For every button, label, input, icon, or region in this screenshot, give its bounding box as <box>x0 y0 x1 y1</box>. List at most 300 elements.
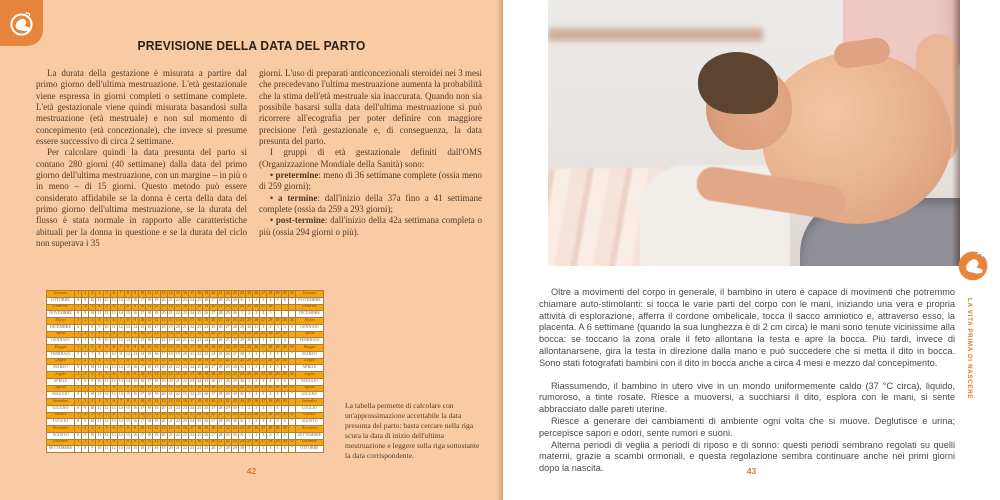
table-day-cell: 4 <box>96 439 103 446</box>
table-day-cell: 25 <box>246 426 253 433</box>
table-day-cell: 23 <box>231 372 238 379</box>
table-day-cell: 11 <box>146 372 153 379</box>
table-day-cell: 9 <box>82 311 89 318</box>
table-day-cell: 29 <box>274 345 281 352</box>
paragraph: La durata della gestazione è misurata a partire dal primo giorno dell'ultima mestruazione. L'età gestazionale viene espressa in giorni completi o settimane complete. L'età gestazionale viene quindi misurata basandosi sulla mestruazione (età mestruale) e non sul momento di concepimento (età concezionale), che invece si presume essere successivo di circa 2 settimane. <box>36 68 247 147</box>
table-day-cell: 23 <box>231 331 238 338</box>
table-day-cell: 9 <box>82 432 89 439</box>
table-day-cell: 19 <box>203 412 210 419</box>
table-day-cell: 23 <box>203 351 210 358</box>
table-day-cell: 15 <box>139 324 146 331</box>
table-day-cell: 3 <box>89 426 96 433</box>
table-day-cell: 21 <box>167 365 174 372</box>
table-row <box>47 311 324 318</box>
table-day-cell: 28 <box>217 419 224 426</box>
table-day-cell: 24 <box>203 324 210 331</box>
table-day-cell: 3 <box>260 419 267 426</box>
table-day-cell: 27 <box>260 426 267 433</box>
table-day-cell: 6 <box>110 345 117 352</box>
table-day-cell: 11 <box>96 405 103 412</box>
table-day-cell: 7 <box>288 392 295 399</box>
table-day-cell: 25 <box>196 392 203 399</box>
table-day-cell: 26 <box>253 318 260 325</box>
table-day-cell: 28 <box>267 358 274 365</box>
table-day-cell: 8 <box>96 351 103 358</box>
table-day-cell: 16 <box>132 419 139 426</box>
table-day-cell: 18 <box>146 432 153 439</box>
table-day-cell: 19 <box>203 318 210 325</box>
table-day-cell: 25 <box>196 405 203 412</box>
table-day-cell: 3 <box>89 399 96 406</box>
table-day-cell: 10 <box>139 439 146 446</box>
table-day-cell: 8 <box>82 446 89 453</box>
table-day-cell: 18 <box>146 405 153 412</box>
table-day-cell: 6 <box>110 304 117 311</box>
table-day-cell: 21 <box>217 372 224 379</box>
table-day-cell: 20 <box>210 439 217 446</box>
table-day-cell: 16 <box>139 446 146 453</box>
table-day-cell: 24 <box>238 318 245 325</box>
table-day-cell: 2 <box>253 432 260 439</box>
table-day-cell: 23 <box>189 378 196 385</box>
table-day-cell: 22 <box>224 385 231 392</box>
table-day-cell: 2 <box>253 365 260 372</box>
table-day-cell: 15 <box>174 291 181 298</box>
table-day-cell: 6 <box>110 399 117 406</box>
table-day-cell: 24 <box>189 297 196 304</box>
table-day-cell: 20 <box>160 419 167 426</box>
table-day-cell: 20 <box>210 318 217 325</box>
table-day-cell: 21 <box>167 392 174 399</box>
table-day-cell: 6 <box>281 392 288 399</box>
table-day-cell: 1 <box>238 405 245 412</box>
table-day-cell: 11 <box>146 345 153 352</box>
table-day-cell: 25 <box>196 432 203 439</box>
table-day-cell: 10 <box>96 378 103 385</box>
table-day-cell: 31 <box>238 392 245 399</box>
table-day-cell: 2 <box>253 378 260 385</box>
table-month-label: Gennaio <box>296 291 324 298</box>
table-day-cell: 18 <box>196 412 203 419</box>
who-group-item: • post-termine: dall'inizio della 42a settimana completa o più (ossia 294 giorni o più). <box>259 215 483 237</box>
table-day-cell: 9 <box>132 439 139 446</box>
table-day-cell: 11 <box>96 392 103 399</box>
table-day-cell <box>288 426 295 433</box>
table-day-cell: 12 <box>153 385 160 392</box>
table-day-cell: 28 <box>267 291 274 298</box>
table-day-cell: 24 <box>196 446 203 453</box>
table-day-cell: 8 <box>124 304 131 311</box>
table-day-cell: 14 <box>167 372 174 379</box>
table-day-cell: 29 <box>224 311 231 318</box>
table-day-cell: 27 <box>260 439 267 446</box>
table-day-cell: 12 <box>110 446 117 453</box>
table-day-cell: 9 <box>103 351 110 358</box>
table-day-cell: 21 <box>217 304 224 311</box>
table-day-cell: 26 <box>253 399 260 406</box>
table-day-cell: 22 <box>174 392 181 399</box>
table-caption: La tabella permette di calcolare con un'approssimazione accettabile la data presunta del parto: basta cercare nella riga scura la data di inizio dell'ultima mestruazione e leggere sulla riga sottostante la data corrispondente. <box>345 401 480 460</box>
table-day-cell: 2 <box>253 392 260 399</box>
table-day-cell: 25 <box>246 304 253 311</box>
table-day-cell: 1 <box>75 358 82 365</box>
table-day-cell: 27 <box>231 351 238 358</box>
table-day-cell: 14 <box>117 365 124 372</box>
table-day-cell: 17 <box>160 351 167 358</box>
table-day-cell: 11 <box>96 297 103 304</box>
table-month-label: GENNAIO <box>47 338 75 345</box>
table-day-cell: 28 <box>267 412 274 419</box>
table-day-cell: 3 <box>253 311 260 318</box>
table-day-cell: 3 <box>89 372 96 379</box>
table-day-cell: 16 <box>132 432 139 439</box>
table-day-cell: 6 <box>281 378 288 385</box>
table-day-cell <box>274 304 281 311</box>
table-day-cell: 26 <box>253 331 260 338</box>
table-row <box>47 378 324 385</box>
table-day-cell: 8 <box>124 372 131 379</box>
table-month-label: AGOSTO <box>47 432 75 439</box>
table-day-cell: 22 <box>224 331 231 338</box>
table-day-cell: 16 <box>181 358 188 365</box>
table-day-cell: 4 <box>267 419 274 426</box>
table-day-cell: 6 <box>274 405 281 412</box>
table-day-cell: 18 <box>146 419 153 426</box>
table-day-cell: 25 <box>246 345 253 352</box>
table-day-cell: 25 <box>246 331 253 338</box>
table-day-cell: 12 <box>103 365 110 372</box>
table-day-cell: 17 <box>189 358 196 365</box>
table-day-cell: 17 <box>139 311 146 318</box>
table-day-cell: 12 <box>153 318 160 325</box>
page-number-left: 42 <box>246 466 257 476</box>
table-month-label: MARZO <box>47 365 75 372</box>
table-row <box>47 318 324 325</box>
table-day-cell: 14 <box>167 426 174 433</box>
table-day-cell: 19 <box>167 338 174 345</box>
table-day-cell: 19 <box>160 446 167 453</box>
table-day-cell: 25 <box>196 297 203 304</box>
table-day-cell: 14 <box>117 405 124 412</box>
table-day-cell: 14 <box>167 291 174 298</box>
table-day-cell: 17 <box>189 385 196 392</box>
table-day-cell: 12 <box>103 405 110 412</box>
table-day-cell: 2 <box>246 405 253 412</box>
table-day-cell: 4 <box>96 385 103 392</box>
table-day-cell <box>288 405 295 412</box>
table-month-label: APRILE <box>47 378 75 385</box>
table-day-cell: 19 <box>153 405 160 412</box>
table-day-cell: 16 <box>181 439 188 446</box>
table-day-cell: 13 <box>160 385 167 392</box>
table-day-cell: 19 <box>167 324 174 331</box>
table-day-cell: 10 <box>89 392 96 399</box>
table-day-cell: 22 <box>189 338 196 345</box>
table-day-cell: 21 <box>181 338 188 345</box>
table-day-cell: 13 <box>160 399 167 406</box>
table-day-cell: 28 <box>231 324 238 331</box>
table-row <box>47 426 324 433</box>
table-day-cell: 5 <box>103 358 110 365</box>
table-day-cell: 18 <box>153 446 160 453</box>
table-day-cell: 7 <box>82 324 89 331</box>
table-day-cell: 14 <box>167 412 174 419</box>
table-day-cell: 22 <box>174 365 181 372</box>
table-day-cell: 22 <box>224 439 231 446</box>
table-day-cell: 30 <box>231 419 238 426</box>
table-day-cell: 17 <box>139 405 146 412</box>
table-day-cell: 11 <box>146 358 153 365</box>
table-month-label: FEBBRAIO <box>296 338 324 345</box>
table-day-cell: 18 <box>196 331 203 338</box>
table-day-cell: 30 <box>246 338 253 345</box>
table-day-cell: 23 <box>181 297 188 304</box>
table-day-cell <box>274 311 281 318</box>
table-day-cell: 18 <box>196 318 203 325</box>
table-day-cell: 15 <box>174 331 181 338</box>
table-day-cell: 3 <box>260 392 267 399</box>
table-day-cell: 15 <box>174 412 181 419</box>
table-day-cell: 26 <box>253 291 260 298</box>
table-day-cell: 22 <box>224 412 231 419</box>
table-day-cell: 11 <box>96 432 103 439</box>
table-day-cell: 26 <box>253 372 260 379</box>
table-day-cell: 2 <box>82 399 89 406</box>
table-day-cell: 11 <box>96 419 103 426</box>
table-day-cell: 22 <box>224 291 231 298</box>
table-day-cell: 10 <box>110 351 117 358</box>
table-row <box>47 405 324 412</box>
table-day-cell: 5 <box>103 439 110 446</box>
table-day-cell: 21 <box>217 345 224 352</box>
table-day-cell: 24 <box>189 419 196 426</box>
photo-background-shelf <box>548 28 763 41</box>
table-day-cell: 30 <box>281 291 288 298</box>
table-day-cell: 16 <box>181 331 188 338</box>
table-month-label: Luglio <box>47 372 75 379</box>
table-day-cell: 15 <box>124 297 131 304</box>
table-day-cell: 4 <box>260 311 267 318</box>
table-day-cell: 23 <box>231 318 238 325</box>
table-row <box>47 358 324 365</box>
table-day-cell: 5 <box>103 304 110 311</box>
table-day-cell <box>281 304 288 311</box>
table-day-cell: 5 <box>274 432 281 439</box>
table-day-cell: 26 <box>253 304 260 311</box>
table-day-cell: 17 <box>189 412 196 419</box>
table-day-cell: 3 <box>260 297 267 304</box>
table-day-cell: 12 <box>117 338 124 345</box>
table-day-cell: 20 <box>160 297 167 304</box>
table-day-cell: 25 <box>246 439 253 446</box>
table-day-cell: 21 <box>174 378 181 385</box>
table-day-cell: 8 <box>124 318 131 325</box>
table-day-cell: 26 <box>203 365 210 372</box>
table-day-cell: 22 <box>224 345 231 352</box>
table-row <box>47 372 324 379</box>
table-day-cell: 30 <box>281 372 288 379</box>
table-month-label: Marzo <box>47 318 75 325</box>
photo-man-hair <box>698 52 778 114</box>
table-day-cell: 2 <box>82 304 89 311</box>
table-day-cell: 31 <box>288 439 295 446</box>
table-day-cell: 1 <box>75 345 82 352</box>
table-day-cell: 11 <box>146 304 153 311</box>
table-day-cell: 23 <box>231 304 238 311</box>
due-date-table <box>46 290 324 453</box>
table-day-cell: 27 <box>260 412 267 419</box>
table-day-cell: 25 <box>246 399 253 406</box>
table-day-cell: 6 <box>75 324 82 331</box>
table-day-cell: 18 <box>196 385 203 392</box>
table-day-cell: 15 <box>132 378 139 385</box>
table-day-cell: 20 <box>210 426 217 433</box>
table-day-cell: 13 <box>160 412 167 419</box>
table-day-cell: 4 <box>267 378 274 385</box>
table-month-label: Febbraio <box>47 304 75 311</box>
table-day-cell: 20 <box>167 446 174 453</box>
table-day-cell: 7 <box>281 405 288 412</box>
table-month-label: LUGLIO <box>47 419 75 426</box>
table-day-cell: 26 <box>253 385 260 392</box>
table-day-cell: 22 <box>224 372 231 379</box>
table-day-cell: 3 <box>89 358 96 365</box>
table-day-cell: 2 <box>253 446 260 453</box>
table-day-cell: 12 <box>117 324 124 331</box>
table-day-cell: 22 <box>174 297 181 304</box>
chapter-sidebar-label: LA VITA PRIMA DI NASCERE <box>966 298 973 400</box>
table-day-cell <box>288 432 295 439</box>
table-day-cell: 29 <box>231 378 238 385</box>
table-day-cell: 3 <box>260 446 267 453</box>
table-day-cell: 24 <box>238 358 245 365</box>
table-row <box>47 412 324 419</box>
table-day-cell: 8 <box>124 331 131 338</box>
table-month-label: Aprile <box>296 331 324 338</box>
table-day-cell: 5 <box>274 297 281 304</box>
table-day-cell: 25 <box>246 358 253 365</box>
table-day-cell: 15 <box>124 419 131 426</box>
table-day-cell: 27 <box>260 385 267 392</box>
table-row <box>47 338 324 345</box>
table-day-cell: 13 <box>117 378 124 385</box>
table-day-cell: 10 <box>139 412 146 419</box>
table-day-cell: 21 <box>167 432 174 439</box>
table-day-cell: 23 <box>181 432 188 439</box>
table-day-cell: 2 <box>253 297 260 304</box>
table-day-cell: 17 <box>146 446 153 453</box>
table-day-cell: 28 <box>238 351 245 358</box>
table-day-cell: 5 <box>274 446 281 453</box>
table-month-label: LUGLIO <box>296 405 324 412</box>
table-day-cell: 13 <box>160 291 167 298</box>
table-day-cell: 5 <box>274 365 281 372</box>
table-day-cell: 15 <box>174 399 181 406</box>
table-day-cell: 27 <box>260 399 267 406</box>
table-day-cell: 15 <box>174 372 181 379</box>
table-day-cell: 6 <box>281 419 288 426</box>
table-day-cell: 1 <box>75 399 82 406</box>
table-day-cell: 27 <box>210 311 217 318</box>
table-month-label: Dicembre <box>296 439 324 446</box>
table-day-cell: 21 <box>217 331 224 338</box>
table-day-cell: 19 <box>203 385 210 392</box>
table-day-cell: 15 <box>124 432 131 439</box>
table-day-cell: 5 <box>274 378 281 385</box>
table-day-cell: 22 <box>174 419 181 426</box>
table-day-cell <box>288 311 295 318</box>
table-day-cell: 28 <box>267 439 274 446</box>
table-day-cell: 22 <box>174 432 181 439</box>
table-day-cell: 16 <box>132 311 139 318</box>
table-day-cell: 21 <box>217 412 224 419</box>
table-day-cell: 2 <box>253 419 260 426</box>
table-day-cell: 29 <box>231 446 238 453</box>
table-day-cell: 19 <box>153 392 160 399</box>
table-day-cell: 31 <box>288 345 295 352</box>
fetus-icon <box>955 246 991 284</box>
table-day-cell: 6 <box>110 372 117 379</box>
table-day-cell: 14 <box>167 439 174 446</box>
table-day-cell: 19 <box>203 331 210 338</box>
table-day-cell: 11 <box>96 311 103 318</box>
table-day-cell: 26 <box>203 297 210 304</box>
table-day-cell: 9 <box>132 412 139 419</box>
table-day-cell: 6 <box>110 318 117 325</box>
table-day-cell: 29 <box>224 405 231 412</box>
table-day-cell: 19 <box>203 345 210 352</box>
table-day-cell: 14 <box>167 304 174 311</box>
table-day-cell: 29 <box>224 432 231 439</box>
table-day-cell: 25 <box>210 324 217 331</box>
table-day-cell: 2 <box>267 324 274 331</box>
table-day-cell: 11 <box>146 385 153 392</box>
table-day-cell: 29 <box>224 392 231 399</box>
table-day-cell: 16 <box>132 365 139 372</box>
table-day-cell: 23 <box>181 405 188 412</box>
table-day-cell: 21 <box>217 399 224 406</box>
table-month-label: DICEMBRE <box>47 324 75 331</box>
table-day-cell: 10 <box>89 432 96 439</box>
table-day-cell: 2 <box>82 331 89 338</box>
table-day-cell: 4 <box>96 399 103 406</box>
table-day-cell: 17 <box>139 432 146 439</box>
table-day-cell: 12 <box>103 311 110 318</box>
table-day-cell: 8 <box>75 297 82 304</box>
table-month-label: AGOSTO <box>296 419 324 426</box>
table-day-cell: 17 <box>153 338 160 345</box>
table-day-cell: 10 <box>89 311 96 318</box>
table-day-cell: 23 <box>181 419 188 426</box>
table-row <box>47 351 324 358</box>
table-day-cell: 8 <box>75 405 82 412</box>
table-day-cell: 23 <box>231 345 238 352</box>
table-day-cell: 1 <box>246 432 253 439</box>
table-day-cell: 22 <box>224 426 231 433</box>
table-day-cell: 23 <box>231 439 238 446</box>
table-day-cell: 9 <box>132 372 139 379</box>
table-day-cell: 16 <box>181 372 188 379</box>
table-day-cell: 15 <box>132 446 139 453</box>
table-day-cell: 28 <box>267 331 274 338</box>
table-day-cell: 11 <box>146 318 153 325</box>
table-day-cell: 11 <box>146 426 153 433</box>
table-day-cell: 7 <box>288 297 295 304</box>
paragraph: Riesce a generare dei cambiamenti di ambiente ogni volta che si muove. Deglutisce e urina; percepisce sapori e odori, sente rumori e suoni. <box>539 415 955 438</box>
table-day-cell: 1 <box>260 338 267 345</box>
table-day-cell: 15 <box>174 385 181 392</box>
table-day-cell: 4 <box>96 412 103 419</box>
